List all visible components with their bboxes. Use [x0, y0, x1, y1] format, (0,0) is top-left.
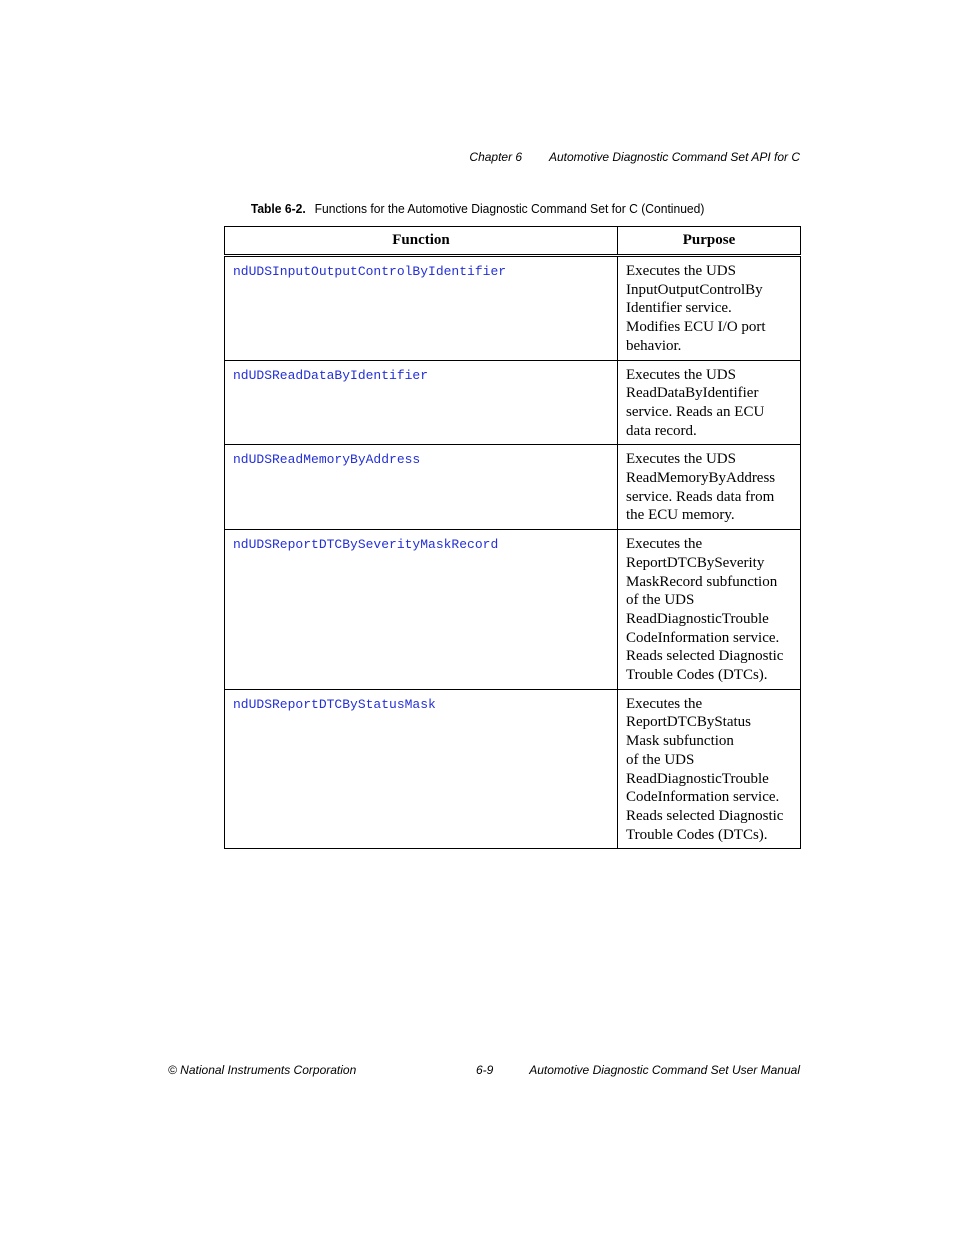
purpose-line: ReadMemoryByAddress: [626, 470, 776, 487]
table-row: [225, 256, 801, 361]
purpose-line: service. Reads data from: [626, 488, 775, 505]
function-name-link[interactable]: ndUDSReadDataByIdentifier: [225, 360, 618, 445]
purpose-line: service. Reads an ECU: [626, 403, 765, 420]
purpose-line: ReportDTCBySeverity: [626, 554, 765, 571]
purpose-line: CodeInformation service.: [626, 789, 780, 806]
running-header: [469, 150, 800, 164]
purpose-line: behavior.: [626, 337, 682, 354]
purpose-cell: [618, 530, 801, 690]
functions-table: [224, 226, 801, 849]
purpose-cell: [618, 256, 801, 361]
purpose-line: CodeInformation service.: [626, 629, 780, 646]
purpose-line: Trouble Codes (DTCs).: [626, 826, 768, 843]
table-row: [225, 445, 801, 530]
purpose-cell: [618, 360, 801, 445]
function-name-link[interactable]: ndUDSInputOutputControlByIdentifier: [225, 256, 618, 361]
purpose-line: ReadDiagnosticTrouble: [626, 610, 769, 627]
footer-manual-title: Automotive Diagnostic Command Set User Manual: [529, 1063, 800, 1077]
purpose-cell: [618, 445, 801, 530]
purpose-line: Executes the UDS: [626, 263, 736, 279]
purpose-line: Mask subfunction: [626, 733, 734, 750]
table-body: [225, 256, 801, 849]
purpose-line: Executes the UDS: [626, 451, 736, 468]
purpose-line: Identifier service.: [626, 300, 732, 317]
footer-copyright: © National Instruments Corporation: [168, 1063, 357, 1077]
table-row: [225, 530, 801, 690]
purpose-line: Reads selected Diagnostic: [626, 807, 784, 824]
purpose-line: ReadDiagnosticTrouble: [626, 770, 769, 787]
purpose-line: of the UDS: [626, 592, 695, 609]
function-name-link[interactable]: ndUDSReadMemoryByAddress: [225, 445, 618, 530]
chapter-label: Chapter 6: [469, 150, 523, 164]
purpose-cell: [618, 689, 801, 849]
purpose-line: InputOutputControlBy: [626, 281, 763, 298]
column-header-purpose: Purpose: [618, 227, 801, 256]
purpose-line: Executes the: [626, 695, 703, 712]
purpose-line: Executes the UDS: [626, 366, 736, 383]
purpose-line: ReadDataByIdentifier: [626, 385, 759, 402]
purpose-line: Reads selected Diagnostic: [626, 648, 784, 665]
purpose-line: MaskRecord subfunction: [626, 573, 778, 590]
purpose-line: Trouble Codes (DTCs).: [626, 667, 768, 684]
table-row: [225, 689, 801, 849]
purpose-line: ReportDTCByStatus: [626, 714, 752, 731]
function-name-link[interactable]: ndUDSReportDTCByStatusMask: [225, 689, 618, 849]
table-header-row: [225, 227, 801, 256]
table-caption: [34, 201, 921, 216]
purpose-line: Modifies ECU I/O port: [626, 319, 766, 336]
functions-table-container: [224, 226, 800, 849]
table-caption-text: Functions for the Automotive Diagnostic Command Set for C (Continued): [314, 201, 705, 216]
footer-page-number: 6-9: [476, 1063, 494, 1077]
purpose-line: data record.: [626, 422, 697, 439]
purpose-line: of the UDS: [626, 751, 695, 768]
purpose-line: the ECU memory.: [626, 507, 735, 524]
purpose-line: Executes the: [626, 536, 703, 553]
section-title: Automotive Diagnostic Command Set API for C: [549, 150, 800, 164]
table-row: [225, 360, 801, 445]
function-name-link[interactable]: ndUDSReportDTCBySeverityMaskRecord: [225, 530, 618, 690]
table-caption-number: Table 6-2.: [250, 201, 306, 216]
column-header-function: Function: [225, 227, 618, 256]
